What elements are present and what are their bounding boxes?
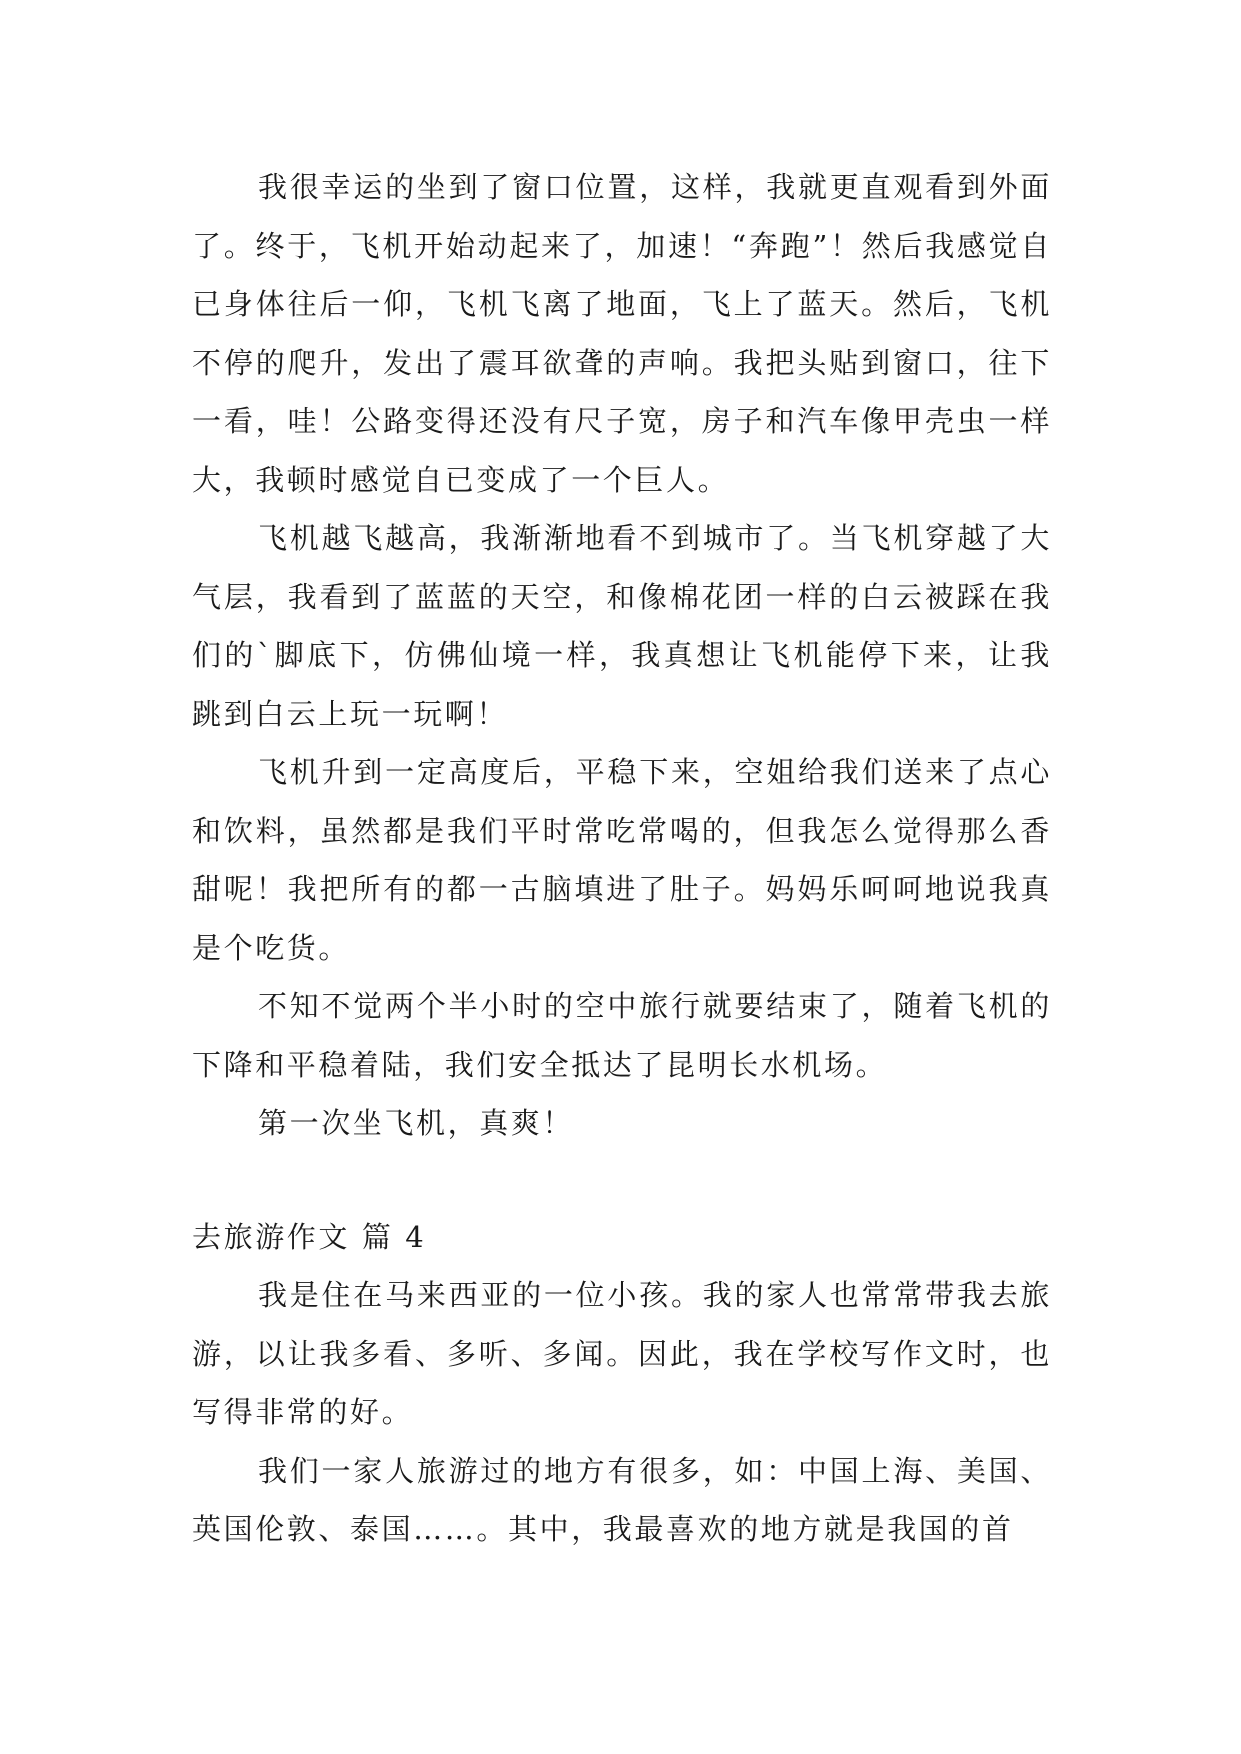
paragraph-higher: 飞机越飞越高，我渐渐地看不到城市了。当飞机穿越了大气层，我看到了蓝蓝的天空，和像棉花团一样的白云被踩在我们的`脚底下，仿佛仙境一样，我真想让飞机能停下来，让我跳到白云上玩一玩啊！	[192, 521, 1052, 731]
paragraph-snacks: 飞机升到一定高度后，平稳下来，空姐给我们送来了点心和饮料，虽然都是我们平时常吃常喝的，但我怎么觉得那么香甜呢！我把所有的都一古脑填进了肚子。妈妈乐呵呵地说我真是个吃货。	[192, 755, 1052, 965]
paragraph-places: 我们一家人旅游过的地方有很多，如：中国上海、美国、英国伦敦、泰国……。其中，我最喜欢的地方就是我国的首	[192, 1453, 1052, 1546]
paragraph-conclusion: 第一次坐飞机，真爽！	[258, 1106, 575, 1140]
paragraph-landing: 不知不觉两个半小时的空中旅行就要结束了，随着飞机的下降和平稳着陆，我们安全抵达了昆明长水机场。	[192, 989, 1052, 1082]
paragraph-malaysia: 我是住在马来西亚的一位小孩。我的家人也常常带我去旅游，以让我多看、多听、多闻。因此，我在学校写作文时，也写得非常的好。	[192, 1278, 1052, 1429]
section-heading: 去旅游作文 篇 4	[192, 1219, 427, 1254]
paragraph-window-seat: 我很幸运的坐到了窗口位置，这样，我就更直观看到外面了。终于，飞机开始动起来了，加速！“奔跑”！然后我感觉自已身体往后一仰，飞机飞离了地面，飞上了蓝天。然后，飞机不停的爬升，发出了震耳欲聋的声响。我把头贴到窗口，往下一看，哇！公路变得还没有尺子宽，房子和汽车像甲壳虫一样大，我顿时感觉自已变成了一个巨人。	[192, 170, 1052, 497]
document-body	[192, 158, 1052, 1559]
